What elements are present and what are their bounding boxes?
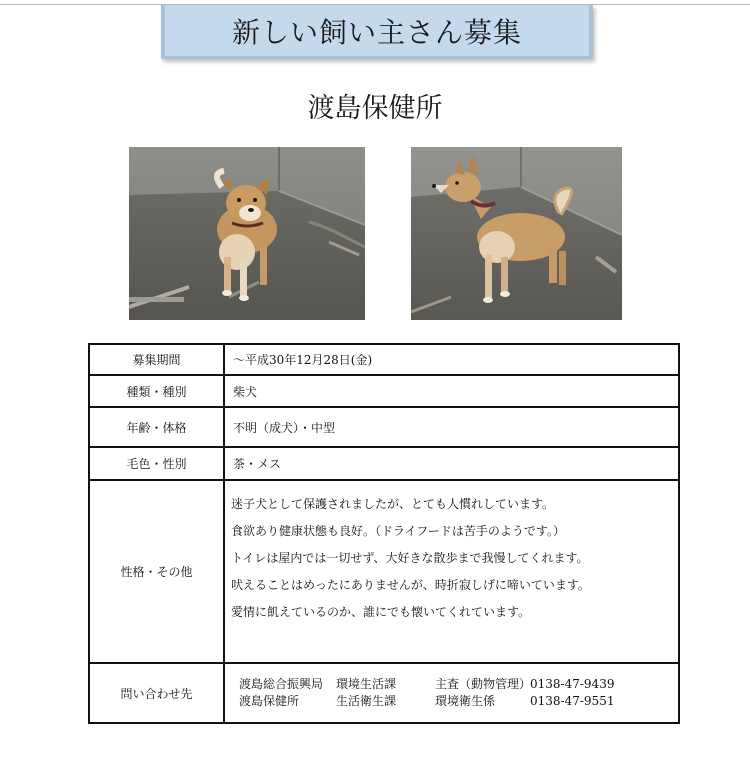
row-label: 性格・その他 [89,480,224,663]
personality-notes [224,480,679,663]
banner-title: 新しい飼い主さん募集 [231,15,522,49]
organization-heading: 渡島保健所 [307,93,443,124]
contact-section: 環境生活課 [336,677,397,691]
contact-role: 環境衛生係 [435,694,496,708]
contact-office: 渡島保健所 [239,694,300,708]
dog-photo-front [129,147,365,320]
contact-office: 渡島総合振興局 [239,677,324,691]
contact-phone: 0138-47-9439 [530,677,615,691]
table-row [89,480,679,663]
row-label: 毛色・性別 [89,447,224,480]
table-row [89,663,679,723]
table-row [89,447,679,480]
row-label: 募集期間 [89,344,224,375]
dog-side-image [411,147,622,320]
title-banner [161,5,593,59]
note-line: トイレは屋内では一切せず、大好きな散歩まで我慢してくれます。 [231,551,589,565]
contact-phone: 0138-47-9551 [530,694,615,708]
table-row [89,407,679,447]
row-value: 柴犬 [224,375,679,407]
table-row [89,344,679,375]
row-label: 問い合わせ先 [89,663,224,723]
row-value: 茶・メス [224,447,679,480]
row-value: 不明（成犬）・中型 [224,407,679,447]
note-line: 食欲あり健康状態も良好。（ドライフードは苦手のようです。） [231,524,565,538]
dog-photo-side [411,147,622,320]
note-line: 吠えることはめったにありませんが、時折寂しげに啼いています。 [231,578,590,592]
note-line: 迷子犬として保護されましたが、とても人慣れしています。 [231,497,555,511]
contact-section: 生活衛生課 [336,694,397,708]
table-row [89,375,679,407]
row-label: 種類・種別 [89,375,224,407]
row-label: 年齢・体格 [89,407,224,447]
dog-front-image [129,147,365,320]
row-value: ～平成30年12月28日(金) [224,344,679,375]
info-table [88,343,680,724]
note-line: 愛情に飢えているのか、誰にでも懐いてくれています。 [231,605,531,619]
contact-role: 主査（動物管理） [435,677,532,691]
contact-info [224,663,679,723]
